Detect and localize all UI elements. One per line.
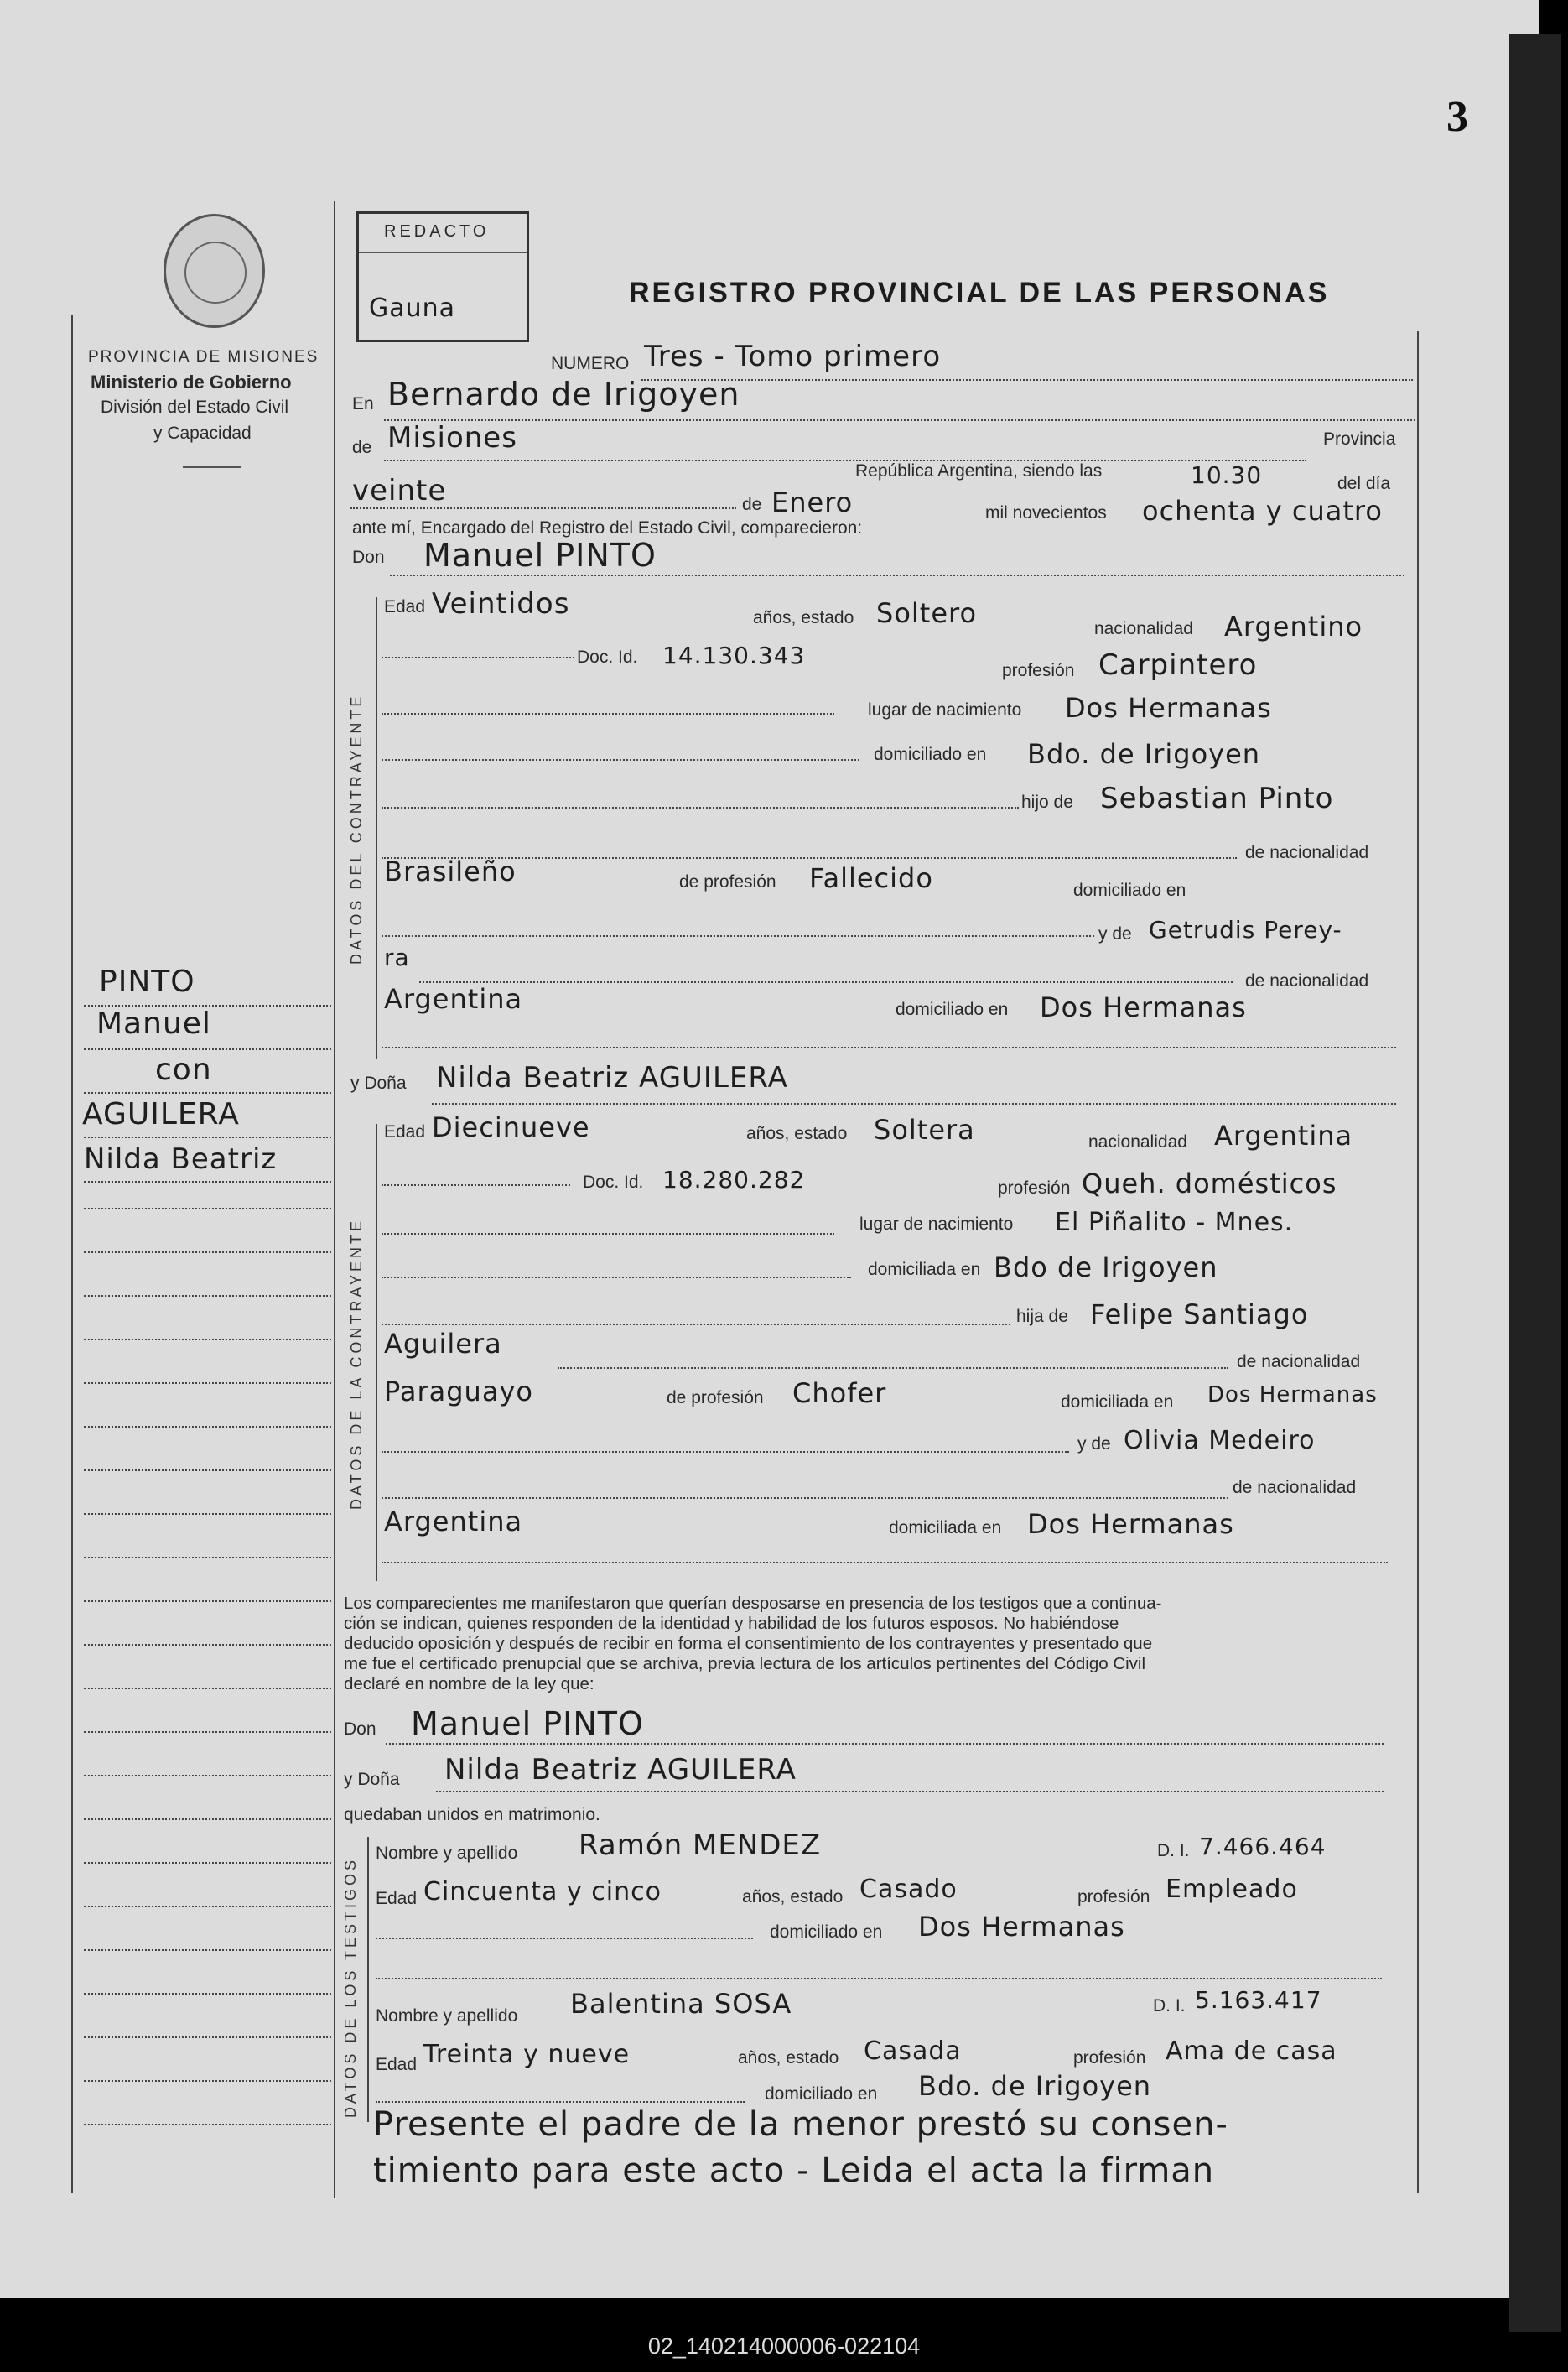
- groom-father-nac: Brasileño: [384, 856, 517, 887]
- margin-blank-line: [84, 1251, 331, 1253]
- groom-doc: 14.130.343: [662, 642, 806, 669]
- groom-estado-label: años, estado: [753, 608, 854, 627]
- margin-blank-line: [84, 1557, 331, 1558]
- w2-prof-label: profesión: [1073, 2048, 1146, 2068]
- del-dia-label: del día: [1337, 474, 1391, 493]
- en-value: Bernardo de Irigoyen: [387, 376, 740, 413]
- w1-edad: Cincuenta y cinco: [423, 1877, 662, 1906]
- bride-padre-dom-label: domiciliada en: [1061, 1392, 1174, 1412]
- decl-closing: quedaban unidos en matrimonio.: [344, 1805, 600, 1824]
- margin-blank-line: [84, 1295, 331, 1297]
- w1-edad-label: Edad: [376, 1889, 418, 1908]
- bride-father-prof: Chofer: [792, 1377, 887, 1409]
- bride-lugar: El Piñalito - Mnes.: [1055, 1208, 1294, 1237]
- w1-estado-label: años, estado: [742, 1887, 844, 1906]
- division-line1: División del Estado Civil: [101, 398, 289, 417]
- note-line2: timiento para este acto - Leida el acta la firman: [373, 2151, 1215, 2190]
- year-value: ochenta y cuatro: [1142, 495, 1383, 527]
- margin-blank-line: [84, 1818, 331, 1820]
- province-seal-icon: [164, 214, 265, 328]
- bride-y-de-label: y de: [1077, 1434, 1111, 1454]
- book-edge: [1509, 34, 1561, 2332]
- page-number: 3: [1446, 93, 1468, 141]
- bride-section-label: DATOS DE LA CONTRAYENTE: [348, 1217, 365, 1510]
- declaration-line2: ción se indican, quienes responden de la identidad y habilidad de los futuros esposos. No habiéndose: [344, 1614, 1119, 1633]
- bride-dona-label: y Doña: [350, 1074, 407, 1093]
- bride-hija-label: hija de: [1016, 1307, 1068, 1326]
- margin-con: con: [155, 1053, 212, 1087]
- w1-prof: Empleado: [1166, 1875, 1298, 1904]
- declaration-line1: Los comparecientes me manifestaron que querían desposarse en presencia de los testigos que a continua-: [344, 1594, 1162, 1613]
- groom-estado: Soltero: [876, 597, 978, 629]
- archive-id: 02_140214000006-022104: [647, 2333, 921, 2359]
- w2-prof: Ama de casa: [1166, 2036, 1337, 2066]
- decl-bride-name: Nilda Beatriz AGUILERA: [444, 1753, 797, 1787]
- margin-blank-line: [84, 1949, 331, 1951]
- bride-father-dom: Dos Hermanas: [1207, 1382, 1378, 1407]
- w2-dom: Bdo. de Irigoyen: [918, 2070, 1152, 2102]
- groom-mother-de-nac-label: de nacionalidad: [1245, 971, 1369, 991]
- bride-prof: Queh. domésticos: [1082, 1168, 1337, 1199]
- month-value: Enero: [771, 486, 854, 518]
- margin-surname: PINTO: [99, 965, 195, 999]
- margin-blank-line: [84, 1862, 331, 1864]
- bride-estado: Soltera: [874, 1114, 975, 1146]
- groom-prof-label: profesión: [1002, 661, 1075, 680]
- margin-blank-line: [84, 1600, 331, 1602]
- groom-mother-nac: Argentina: [384, 983, 523, 1015]
- margin-blank-line: [84, 1644, 331, 1646]
- don-label: Don: [352, 548, 385, 567]
- margin-blank-line: [84, 2124, 331, 2125]
- margin-blank-line: [84, 2036, 331, 2038]
- groom-dom: Bdo. de Irigoyen: [1027, 738, 1261, 770]
- margin-firstname: Manuel: [96, 1007, 211, 1041]
- groom-y-de-label: y de: [1098, 924, 1132, 944]
- republica-label: República Argentina, siendo las: [855, 461, 1103, 481]
- margin-blank-line: [84, 1469, 331, 1471]
- groom-mother-cont: ra: [384, 944, 410, 971]
- margin-blank-line: [84, 1775, 331, 1776]
- w1-estado: Casado: [859, 1875, 958, 1904]
- declaration-line4: me fue el certificado prenupcial que se archiva, previa lectura de los artículos pertinentes del Código Civil: [344, 1654, 1146, 1673]
- groom-nac-label: nacionalidad: [1094, 619, 1193, 638]
- bride-estado-label: años, estado: [746, 1124, 848, 1143]
- ante-label: ante mí, Encargado del Registro del Estado Civil, comparecieron:: [352, 518, 863, 538]
- bride-mother: Olivia Medeiro: [1124, 1426, 1316, 1455]
- w2-estado: Casada: [864, 2036, 962, 2066]
- hour-value: 10.30: [1191, 461, 1263, 489]
- groom-name: Manuel PINTO: [423, 537, 657, 574]
- bride-father-nac: Paraguayo: [384, 1376, 533, 1407]
- w2-edad: Treinta y nueve: [423, 2040, 631, 2069]
- w1-dom-label: domiciliado en: [770, 1922, 883, 1942]
- mil-label: mil novecientos: [985, 503, 1107, 523]
- en-label: En: [352, 394, 374, 414]
- bride-father: Felipe Santiago: [1090, 1298, 1309, 1330]
- groom-nac: Argentino: [1224, 611, 1363, 642]
- margin-blank-line: [84, 1426, 331, 1428]
- de-value: Misiones: [387, 421, 517, 455]
- bride-lugar-label: lugar de nacimiento: [859, 1215, 1014, 1234]
- bride-nac-label: nacionalidad: [1088, 1132, 1187, 1152]
- decl-groom-name: Manuel PINTO: [411, 1705, 644, 1742]
- stamp-signature: Gauna: [369, 294, 456, 323]
- decl-dona-label: y Doña: [344, 1770, 400, 1789]
- registry-title: REGISTRO PROVINCIAL DE LAS PERSONAS: [629, 277, 1330, 309]
- declaration-line5: declaré en nombre de la ley que:: [344, 1674, 594, 1693]
- bride-doc-label: Doc. Id.: [583, 1173, 644, 1192]
- witness-section-label: DATOS DE LOS TESTIGOS: [342, 1856, 359, 2118]
- bride-de-nac-label: de nacionalidad: [1237, 1352, 1361, 1371]
- bride-father-cont: Aguilera: [384, 1328, 502, 1360]
- numero-value: Tres - Tomo primero: [644, 340, 942, 373]
- bride-name: Nilda Beatriz AGUILERA: [436, 1061, 788, 1095]
- w1-name: Ramón MENDEZ: [579, 1828, 822, 1862]
- groom-edad: Veintidos: [432, 587, 570, 621]
- groom-lugar: Dos Hermanas: [1065, 692, 1272, 724]
- w1-nombre-label: Nombre y apellido: [376, 1844, 518, 1863]
- bride-madre-dom-label: domiciliada en: [889, 1518, 1002, 1537]
- margin-blank-line: [84, 1906, 331, 1907]
- margin-blank-line: [84, 2080, 331, 2082]
- groom-father-prof: Fallecido: [809, 862, 933, 894]
- margin-blank-line: [84, 1993, 331, 1995]
- note-line1: Presente el padre de la menor prestó su consen-: [373, 2105, 1228, 2144]
- bride-dom-label: domiciliada en: [868, 1260, 981, 1279]
- bride-padre-prof-label: de profesión: [667, 1388, 764, 1407]
- w2-edad-label: Edad: [376, 2055, 418, 2074]
- bride-mother-nac: Argentina: [384, 1506, 523, 1537]
- w1-prof-label: profesión: [1077, 1887, 1150, 1906]
- redacto-stamp: [356, 211, 529, 342]
- bride-edad-label: Edad: [384, 1122, 426, 1142]
- numero-label: NUMERO: [551, 354, 630, 373]
- w2-di: 5.163.417: [1195, 1986, 1322, 2014]
- margin-blank-line: [84, 1731, 331, 1733]
- division-line2: y Capacidad: [153, 424, 252, 443]
- w2-estado-label: años, estado: [738, 2048, 839, 2068]
- w1-dom: Dos Hermanas: [918, 1911, 1125, 1943]
- groom-lugar-label: lugar de nacimiento: [868, 700, 1022, 720]
- w2-di-label: D. I.: [1153, 1996, 1186, 2016]
- margin-blank-line: [84, 1513, 331, 1515]
- w2-name: Balentina SOSA: [570, 1988, 792, 2020]
- margin-bride-surname: AGUILERA: [82, 1097, 240, 1131]
- groom-dom-label: domiciliado en: [874, 745, 987, 764]
- w1-di-label: D. I.: [1157, 1841, 1190, 1860]
- margin-blank-line: [84, 1688, 331, 1689]
- groom-edad-label: Edad: [384, 597, 426, 616]
- bride-mother-de-nac-label: de nacionalidad: [1233, 1478, 1357, 1497]
- bride-mother-dom: Dos Hermanas: [1027, 1508, 1234, 1540]
- w2-dom-label: domiciliado en: [765, 2084, 878, 2104]
- groom-hijo-label: hijo de: [1021, 793, 1073, 812]
- groom-doc-label: Doc. Id.: [577, 648, 638, 667]
- ministry-label: Ministerio de Gobierno: [91, 372, 292, 393]
- groom-de-nac-label: de nacionalidad: [1245, 843, 1369, 862]
- decl-don-label: Don: [344, 1719, 376, 1739]
- groom-father: Sebastian Pinto: [1100, 782, 1334, 815]
- stamp-label: REDACTO: [384, 222, 490, 241]
- groom-prof: Carpintero: [1098, 648, 1258, 682]
- provincia-label: Provincia: [1323, 429, 1396, 449]
- bride-nac: Argentina: [1214, 1120, 1353, 1152]
- bride-dom: Bdo de Irigoyen: [994, 1251, 1218, 1283]
- day-value: veinte: [352, 474, 447, 507]
- declaration-line3: deducido oposición y después de recibir en forma el consentimiento de los contrayentes y presentado que: [344, 1634, 1153, 1653]
- groom-padre-dom-label: domiciliado en: [1073, 881, 1186, 900]
- groom-section-label: DATOS DEL CONTRAYENTE: [348, 693, 365, 965]
- de-month-label: de: [742, 495, 762, 514]
- de-label: de: [352, 438, 372, 457]
- bride-doc: 18.280.282: [662, 1166, 806, 1194]
- groom-padre-prof-label: de profesión: [679, 872, 776, 892]
- groom-mother: Getrudis Perey-: [1149, 916, 1342, 944]
- w2-nombre-label: Nombre y apellido: [376, 2006, 518, 2026]
- margin-bride-firstname: Nilda Beatriz: [84, 1142, 278, 1176]
- groom-madre-dom-label: domiciliado en: [896, 1000, 1009, 1019]
- province-label: PROVINCIA DE MISIONES: [88, 348, 319, 366]
- margin-blank-line: [84, 1382, 331, 1384]
- bride-edad: Diecinueve: [432, 1111, 590, 1143]
- bride-prof-label: profesión: [998, 1178, 1071, 1198]
- groom-mother-dom: Dos Hermanas: [1040, 991, 1247, 1023]
- margin-blank-line: [84, 1339, 331, 1340]
- w1-di: 7.466.464: [1199, 1833, 1327, 1860]
- margin-blank-line: [84, 1208, 331, 1209]
